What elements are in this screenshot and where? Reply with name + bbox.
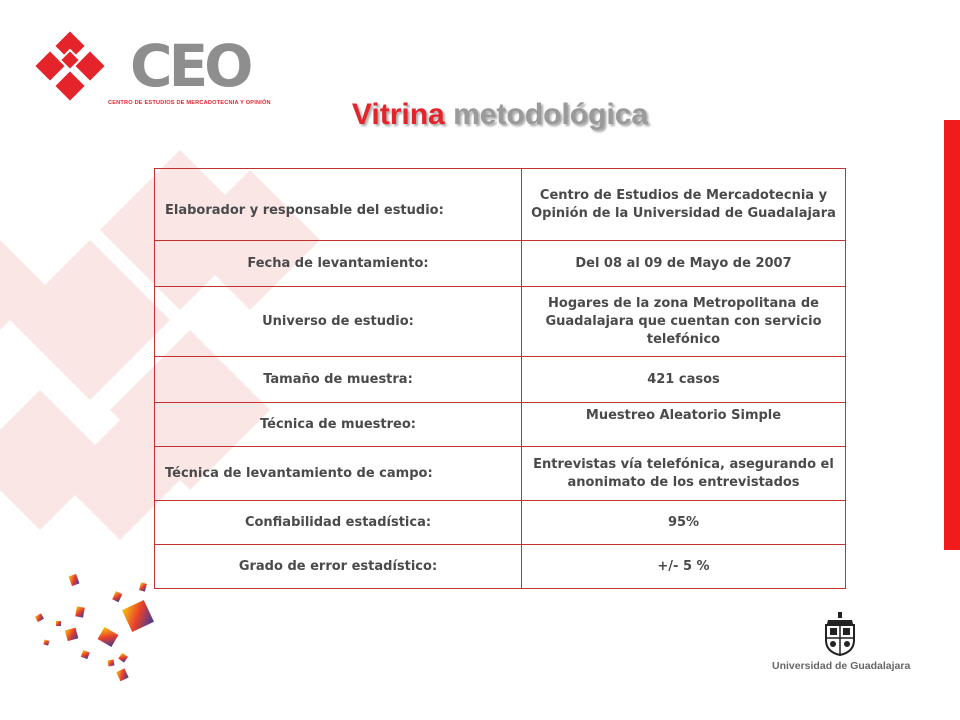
logo-wordmark: CEO [130, 32, 250, 100]
row-label: Grado de error estadístico: [155, 545, 522, 589]
title-highlight: Vitrina [351, 98, 445, 131]
table-row [155, 287, 846, 357]
table-row [155, 169, 846, 241]
row-value: 421 casos [522, 357, 846, 403]
confetti-squares [35, 574, 154, 681]
logo-subtitle: CENTRO DE ESTUDIOS DE MERCADOTECNIA Y OPINIÓN [108, 100, 271, 106]
university-crest-icon [820, 612, 860, 656]
page-title [0, 98, 960, 132]
table-row [155, 501, 846, 545]
table-row [155, 357, 846, 403]
table-row [155, 403, 846, 447]
row-value: Entrevistas vía telefónica, asegurando el anonimato de los entrevistados [522, 447, 846, 501]
row-label: Confiabilidad estadística: [155, 501, 522, 545]
methodology-table [154, 168, 846, 589]
university-logo [768, 612, 911, 672]
title-rest: metodológica [453, 98, 649, 131]
row-value: Hogares de la zona Metropolitana de Guadalajara que cuentan con servicio telefónico [522, 287, 846, 357]
row-label: Tamaño de muestra: [155, 357, 522, 403]
university-name: Universidad de Guadalajara [772, 660, 911, 672]
row-value: Centro de Estudios de Mercadotecnia y Opinión de la Universidad de Guadalajara [522, 169, 846, 241]
table-row [155, 447, 846, 501]
row-label: Técnica de levantamiento de campo: [155, 447, 522, 501]
row-value: 95% [522, 501, 846, 545]
row-label: Elaborador y responsable del estudio: [155, 169, 522, 241]
row-label: Universo de estudio: [155, 287, 522, 357]
row-value: Del 08 al 09 de Mayo de 2007 [522, 241, 846, 287]
accent-bar [944, 120, 960, 550]
row-value: +/- 5 % [522, 545, 846, 589]
table-row [155, 241, 846, 287]
row-value: Muestreo Aleatorio Simple [522, 403, 846, 447]
table-row [155, 545, 846, 589]
row-label: Fecha de levantamiento: [155, 241, 522, 287]
row-label: Técnica de muestreo: [155, 403, 522, 447]
